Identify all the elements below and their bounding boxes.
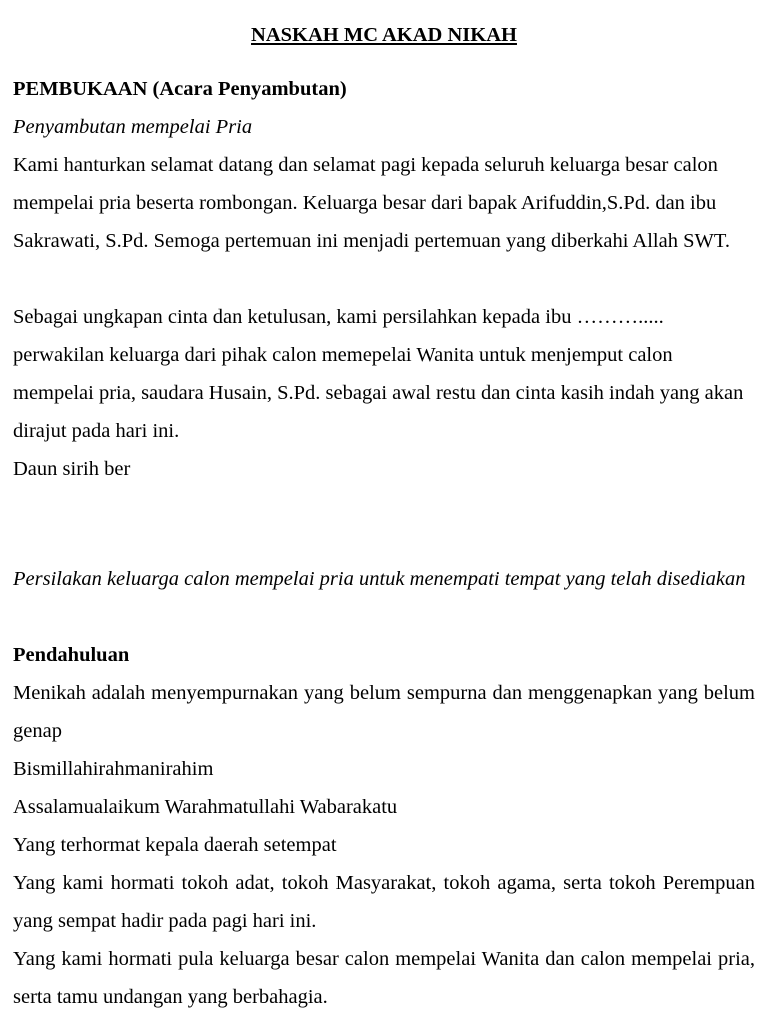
seating-instruction: Persilakan keluarga calon mempelai pria untuk menempati tempat yang telah disediakan	[13, 568, 746, 590]
intro-quote-paragraph: Menikah adalah menyempurnakan yang belum sempurna dan menggenapkan yang belum genap	[13, 682, 755, 742]
welcome-subheading: Penyambutan mempelai Pria	[13, 116, 253, 138]
address-families-guests: Yang kami hormati pula keluarga besar calon mempelai Wanita dan calon mempelai pria, serta tamu undangan yang berbahagia.	[13, 948, 755, 1008]
address-community-leaders: Yang kami hormati tokoh adat, tokoh Masyarakat, tokoh agama, serta tokoh Perempuan yang sempat hadir pada pagi hari ini.	[13, 872, 755, 932]
invitation-paragraph: Sebagai ungkapan cinta dan ketulusan, kami persilahkan kepada ibu ………..... perwakilan keluarga dari pihak calon memepelai Wanita untuk menjemput calon mempelai pria, saudara Husain, S.Pd. sebagai awal restu dan cinta kasih indah yang akan dirajut pada hari ini.	[13, 306, 744, 442]
greeting-line: Assalamualaikum Warahmatullahi Wabarakatu	[13, 796, 398, 818]
section-heading-opening: PEMBUKAAN (Acara Penyambutan)	[13, 78, 347, 100]
section-heading-introduction: Pendahuluan	[13, 644, 130, 666]
document-title: NASKAH MC AKAD NIKAH	[251, 24, 517, 46]
basmalah-line: Bismillahirahmanirahim	[13, 758, 214, 780]
address-regional-head: Yang terhormat kepala daerah setempat	[13, 834, 337, 856]
betel-leaf-line: Daun sirih ber	[13, 458, 131, 480]
welcome-paragraph: Kami hanturkan selamat datang dan selamat pagi kepada seluruh keluarga besar calon mempelai pria beserta rombongan. Keluarga besar dari bapak Arifuddin,S.Pd. dan ibu Sakrawati, S.Pd. Semoga pertemuan ini menjadi pertemuan yang diberkahi Allah SWT.	[13, 154, 730, 252]
